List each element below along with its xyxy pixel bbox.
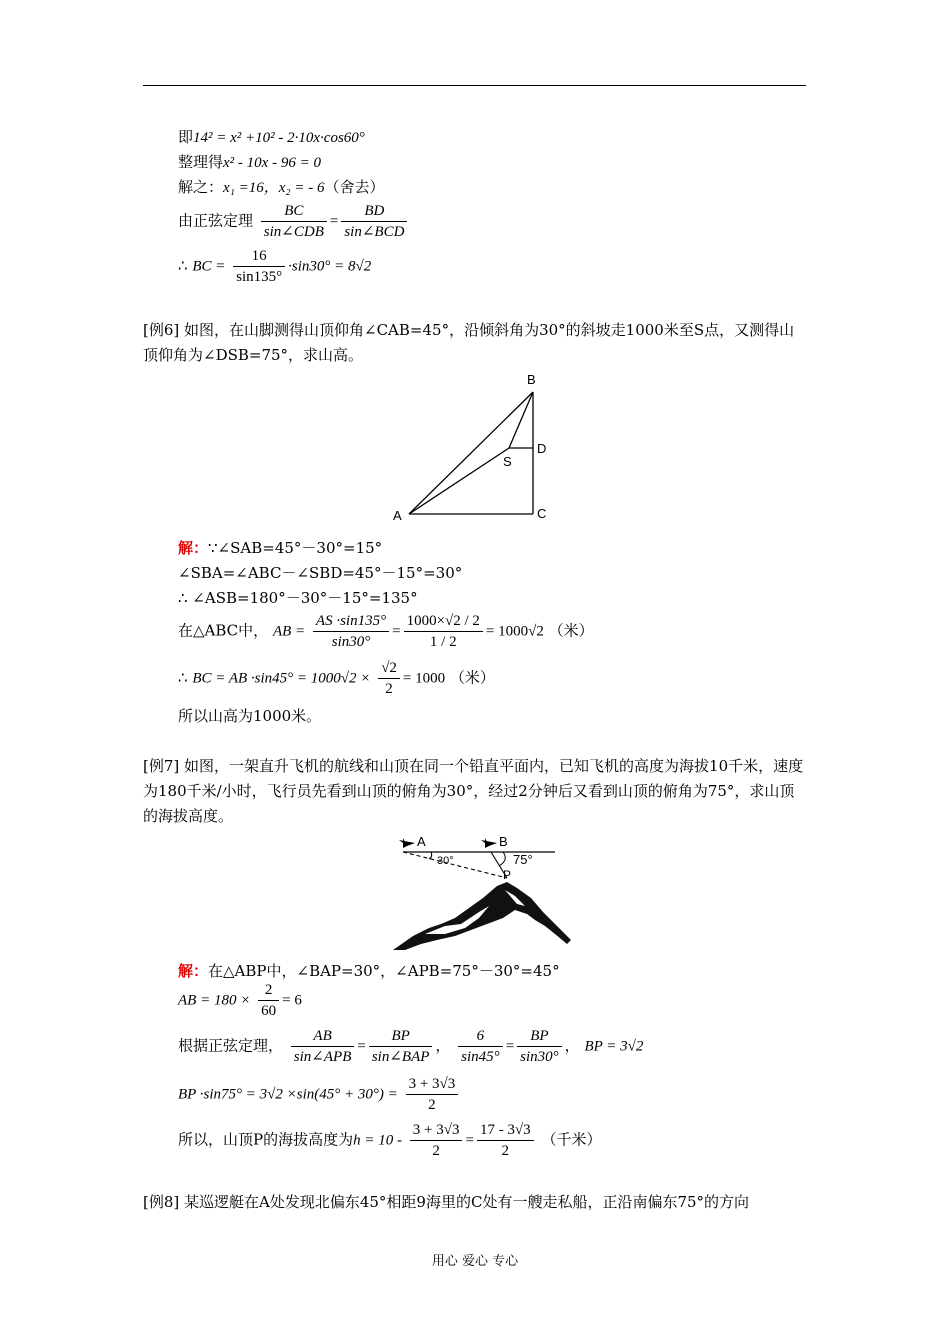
example6-text: [例6] 如图，在山脚测得山顶仰角∠CAB=45°，沿倾斜角为30°的斜坡走1000米至S点，又测得山顶仰角为∠DSB=75°，求山高。	[143, 321, 795, 364]
ex7-sol-line5: 所以，山顶P的海拔高度为h = 10 - $\frac{3 + 3√3}{2}$ = $\frac{17 - 3√3}{2}$ （千米）	[178, 1122, 602, 1159]
arc-75	[499, 852, 505, 866]
sol5-line4: 由正弦定理 $\frac{BC}{\text{sin∠CDB}}$ = $\frac{BD}{\text{sin∠BCD}}$	[178, 201, 410, 242]
line-SB	[509, 392, 533, 448]
ex7-sol-line1: 解：在△ABP中，∠BAP=30°，∠APB=75°－30°=45°	[178, 962, 560, 980]
label-75: 75°	[513, 852, 533, 867]
mountain	[393, 882, 571, 950]
ex7-sol-line4: BP ·sin75° = 3√2 ×sin(45° + 30°) = $\frac{3 + 3√3}{2}$	[178, 1074, 461, 1115]
sol5-line3: 解之：x₁ =16，x₂ = - 6（舍去）	[178, 178, 385, 196]
label-B: B	[499, 834, 508, 849]
ex6-sol-line4: 在△ABC中， AB = $\frac{AS \cdot\sin 135^\circ}{\sin 30^\circ}$ = $\frac{1000\times√2 / 2}{1 / 2}$ = 1000√2 （米）	[178, 613, 594, 650]
sight-AP	[403, 852, 507, 878]
label-30: 30°	[437, 855, 454, 867]
example8-text: [例8] 某巡逻艇在A处发现北偏东45°相距9海里的C处有一艘走私船，正沿南偏东75°的方向	[143, 1193, 750, 1211]
example7-figure	[385, 826, 585, 956]
plane-B-icon	[481, 838, 497, 848]
example6-figure	[385, 368, 565, 528]
label-S: S	[503, 454, 512, 469]
ex6-sol-line2: ∠SBA=∠ABC－∠SBD=45°－15°=30°	[178, 564, 463, 582]
label-B: B	[527, 372, 536, 387]
sol5-line5: ∴ BC = $\frac{16}{\sin 135^\circ}$ ·sin30° = 8√2	[178, 248, 372, 285]
label-D: D	[537, 441, 547, 456]
plane-A-icon	[399, 838, 415, 848]
label-A: A	[417, 834, 426, 849]
line-AS	[409, 448, 509, 514]
ex7-sol-line3: 根据正弦定理， $\frac{AB}{\text{sin∠APB}}$ = $\frac{BP}{\text{sin∠BAP}}$ ， $\frac{6}{\sin 45^\circ}$ = $\frac{BP}{\sin 30^\circ}$ ， BP = 3√2	[178, 1028, 644, 1065]
ex7-sol-line2: AB = 180 × $\frac{2}{60}$ = 6	[178, 982, 302, 1019]
ex6-sol-line1: 解：∵∠SAB=45°－30°=15°	[178, 539, 383, 557]
sol5-line2: 整理得x² - 10x - 96 = 0	[178, 153, 321, 171]
example7-text: [例7] 如图，一架直升飞机的航线和山顶在同一个铅直平面内，已知飞机的高度为海拔10千米，速度为180千米/小时，飞行员先看到山顶的俯角为30°，经过2分钟后又看到山顶的俯角为75°，求山顶的海拔高度。	[143, 757, 804, 825]
label-C: C	[537, 506, 547, 521]
line-AB	[409, 392, 533, 514]
arc-30	[429, 852, 432, 859]
sol5-line1: 即14² = x² +10² - 2·10x·cos60°	[178, 128, 365, 146]
label-P: P	[503, 868, 512, 882]
ex6-sol-line3: ∴ ∠ASB=180°－30°－15°=135°	[178, 589, 418, 607]
header-rule	[143, 85, 806, 86]
ex6-sol-line6: 所以山高为1000米。	[178, 707, 322, 725]
label-A: A	[393, 508, 402, 523]
page-footer: 用心 爱心 专心	[431, 1254, 519, 1269]
ex6-sol-line5: ∴ BC = AB ·sin45° = 1000√2 × $\frac{√2}{2}$ = 1000 （米）	[178, 660, 495, 697]
